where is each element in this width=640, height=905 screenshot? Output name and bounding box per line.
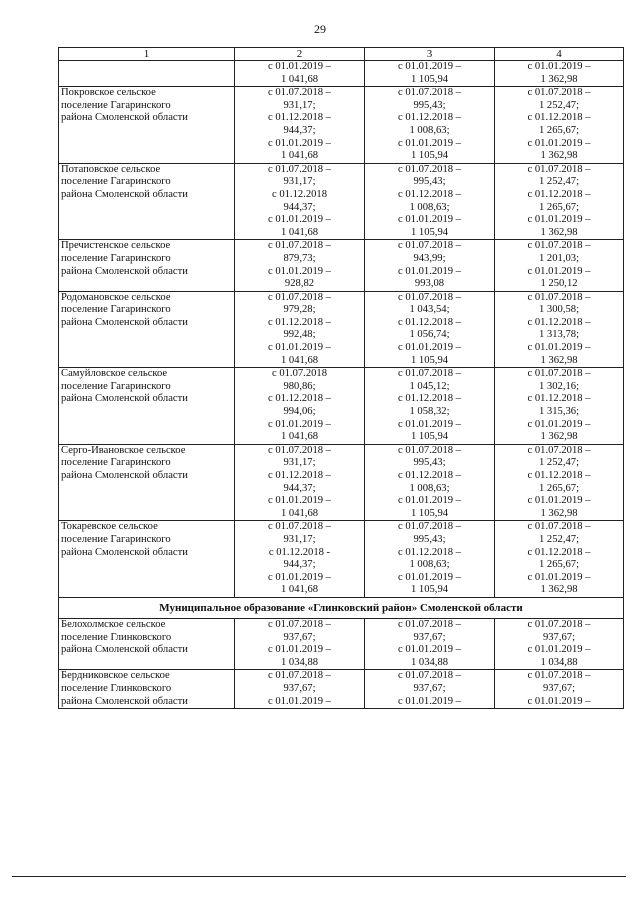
- table-row: [59, 670, 624, 709]
- settlement-name-line: поселение Гагаринского: [61, 457, 171, 469]
- rate-line: с 01.07.2018 –: [268, 240, 331, 252]
- rate-line: с 01.07.2018 –: [527, 87, 591, 99]
- rate-cell-col4: [495, 163, 624, 240]
- rate-line: с 01.01.2019 –: [268, 61, 331, 72]
- rate-line: с 01.07.2018 –: [527, 368, 591, 380]
- rate-line: с 01.07.2018 –: [268, 618, 331, 630]
- rate-line: 1 105,94: [410, 507, 449, 519]
- rate-cell-col3: [365, 618, 495, 669]
- rate-line: с 01.07.2018 –: [268, 163, 331, 175]
- rate-line: 931,17;: [283, 176, 316, 188]
- settlement-name-line: района Смоленской области: [61, 546, 188, 558]
- rate-line: с 01.01.2019 –: [268, 265, 331, 277]
- rate-line: 1 362,98: [540, 354, 578, 366]
- rate-line: 1 302,16;: [538, 380, 580, 392]
- rate-cell-col2: [235, 240, 365, 291]
- rate-cell-col2: [235, 291, 365, 368]
- rate-line: с 01.07.2018 –: [268, 291, 331, 303]
- rate-line: 1 252,47;: [538, 533, 580, 545]
- settlement-name-line: поселение Гагаринского: [61, 252, 171, 264]
- rate-line: с 01.01.2019 –: [398, 644, 461, 656]
- rate-line: 1 034,88: [410, 656, 449, 668]
- rate-line: с 01.07.2018 –: [527, 521, 591, 533]
- rate-line: с 01.01.2019 –: [268, 644, 331, 656]
- rate-line: с 01.01.2019 –: [527, 695, 591, 707]
- rate-line: с 01.01.2019 –: [268, 137, 331, 149]
- rate-line: 1 105,94: [410, 584, 449, 596]
- column-header-4: 4: [495, 48, 624, 61]
- settlement-name-line: поселение Гагаринского: [61, 380, 171, 392]
- rate-line: с 01.07.2018 –: [398, 163, 461, 175]
- settlement-name-line: Серго-Ивановское сельское: [61, 444, 186, 456]
- rate-line: 1 265,67;: [538, 201, 580, 213]
- rate-cell-col4: [495, 444, 624, 521]
- rate-line: с 01.12.2018 –: [268, 470, 331, 481]
- rate-line: 1 008,63;: [409, 559, 450, 571]
- rate-line: 1 252,47;: [538, 99, 580, 111]
- page-number: 29: [314, 22, 326, 36]
- rate-cell-col4: [495, 240, 624, 291]
- rate-line: с 01.07.2018 –: [268, 670, 331, 682]
- rate-line: с 01.01.2019 –: [527, 495, 591, 507]
- rate-line: с 01.07.2018 –: [527, 291, 591, 303]
- rate-line: 1 105,94: [410, 150, 449, 162]
- rate-line: с 01.01.2019 –: [527, 644, 591, 656]
- settlement-name-cell: [59, 291, 235, 368]
- settlement-name-line: поселение Глинковского: [61, 682, 172, 694]
- rate-line: с 01.12.2018 –: [527, 470, 591, 481]
- settlement-name-line: Пречистенское сельское: [61, 240, 171, 252]
- rate-line: 931,17;: [283, 457, 316, 469]
- rate-line: 1 362,98: [540, 507, 578, 519]
- settlement-name-line: Токаревское сельское: [61, 521, 158, 533]
- rate-line: с 01.07.2018 –: [527, 670, 591, 682]
- rate-line: с 01.01.2019 –: [398, 695, 461, 707]
- rate-line: с 01.01.2019 –: [527, 342, 591, 354]
- settlement-name-line: района Смоленской области: [61, 316, 188, 328]
- rate-line: 931,17;: [283, 99, 316, 111]
- settlement-name-line: Потаповское сельское: [61, 163, 161, 175]
- settlement-name-cell: [59, 444, 235, 521]
- rate-line: с 01.12.2018 –: [398, 316, 461, 328]
- rate-line: с 01.01.2019 –: [527, 571, 591, 583]
- rate-line: 1 315,36;: [538, 406, 580, 418]
- column-header-3: 3: [365, 48, 495, 61]
- rate-line: с 01.01.2019 –: [398, 418, 461, 430]
- rate-line: с 01.01.2019 –: [527, 265, 591, 277]
- rate-line: с 01.07.2018 –: [268, 444, 331, 456]
- settlement-name-line: района Смоленской области: [61, 695, 188, 707]
- rate-line: с 01.07.2018 –: [268, 521, 331, 533]
- rate-line: с 01.01.2019 –: [398, 214, 461, 226]
- table-row: [59, 368, 624, 445]
- rate-line: 944,37;: [283, 124, 316, 136]
- rate-line: 931,17;: [283, 533, 316, 545]
- rate-line: 937,67;: [283, 631, 316, 643]
- table-row: [59, 444, 624, 521]
- rate-cell-col2: [235, 87, 365, 164]
- settlement-name-line: района Смоленской области: [61, 644, 188, 656]
- rate-cell-col2: [235, 618, 365, 669]
- rate-line: 944,37;: [283, 482, 316, 494]
- rate-line: 943,99;: [413, 252, 446, 264]
- rate-cell-col2: [235, 670, 365, 709]
- rate-line: с 01.07.2018 –: [527, 240, 591, 252]
- rate-line: 1 008,63;: [409, 482, 450, 494]
- rate-line: 1 252,47;: [538, 457, 580, 469]
- rate-line: с 01.07.2018 –: [268, 87, 331, 99]
- rate-line: 937,67;: [283, 682, 316, 694]
- footer-divider: [12, 876, 626, 877]
- header-row: [59, 48, 624, 61]
- settlement-name-cell: [59, 521, 235, 598]
- rate-line: с 01.01.2019 –: [398, 495, 461, 507]
- settlement-name-cell: [59, 368, 235, 445]
- rate-line: 1 041,68: [280, 73, 319, 85]
- settlement-name-cell: [59, 618, 235, 669]
- rate-line: с 01.07.2018 –: [398, 444, 461, 456]
- rate-line: 1 058,32;: [409, 406, 450, 418]
- settlement-name-cell: [59, 670, 235, 709]
- rate-line: с 01.12.2018 –: [527, 393, 591, 405]
- rate-line: 994,06;: [283, 406, 316, 418]
- rate-line: 980,86;: [283, 380, 316, 392]
- column-header-2: 2: [235, 48, 365, 61]
- rate-line: 1 034,88: [280, 656, 319, 668]
- settlement-name-cell: [59, 61, 235, 87]
- rate-cell-col4: [495, 521, 624, 598]
- rate-line: с 01.12.2018 –: [268, 112, 331, 124]
- rate-line: с 01.12.2018 –: [268, 316, 331, 328]
- column-header-1: 1: [59, 48, 235, 61]
- rate-line: с 01.01.2019 –: [398, 61, 461, 72]
- rate-line: 928,82: [284, 278, 315, 290]
- rate-line: с 01.01.2019 –: [527, 214, 591, 226]
- rate-line: с 01.12.2018 -: [268, 546, 331, 558]
- rate-cell-col2: [235, 444, 365, 521]
- rate-line: 1 265,67;: [538, 559, 580, 571]
- rate-cell-col3: [365, 61, 495, 87]
- rate-line: 1 313,78;: [538, 329, 580, 341]
- rate-line: 1 041,68: [280, 584, 319, 596]
- table-row: [59, 521, 624, 598]
- settlement-name-line: района Смоленской области: [61, 265, 188, 277]
- rate-line: 1 362,98: [540, 150, 578, 162]
- rate-cell-col4: [495, 291, 624, 368]
- settlement-name-line: Бердниковское сельское: [61, 670, 170, 682]
- rate-line: 1 041,68: [280, 226, 319, 238]
- rate-line: с 01.07.2018 –: [398, 618, 461, 630]
- table-row: [59, 291, 624, 368]
- rate-line: с 01.12.2018 –: [527, 112, 591, 124]
- rate-line: с 01.07.2018 –: [527, 618, 591, 630]
- rate-line: 995,43;: [413, 176, 446, 188]
- rate-line: с 01.07.2018 –: [398, 368, 461, 380]
- rate-line: 937,67;: [413, 631, 446, 643]
- rate-line: 1 008,63;: [409, 201, 450, 213]
- tariff-table: [58, 47, 624, 709]
- settlement-name-line: поселение Глинковского: [61, 631, 172, 643]
- rate-line: с 01.07.2018 –: [527, 163, 591, 175]
- rate-line: 1 252,47;: [538, 176, 580, 188]
- settlement-name-line: района Смоленской области: [61, 112, 188, 124]
- rate-line: 1 034,88: [540, 656, 578, 668]
- rate-line: 995,43;: [413, 99, 446, 111]
- rate-line: 1 045,12;: [409, 380, 450, 392]
- rate-cell-col3: [365, 521, 495, 598]
- rate-line: с 01.01.2019 –: [268, 571, 331, 583]
- rate-cell-col4: [495, 670, 624, 709]
- rate-line: 1 265,67;: [538, 482, 580, 494]
- settlement-name-line: Самуйловское сельское: [61, 368, 168, 380]
- rate-cell-col2: [235, 163, 365, 240]
- rate-line: 1 265,67;: [538, 124, 580, 136]
- rate-line: 1 041,68: [280, 354, 319, 366]
- section-row: [59, 597, 624, 618]
- rate-cell-col3: [365, 444, 495, 521]
- rate-line: с 01.01.2019 –: [398, 137, 461, 149]
- rate-line: с 01.07.2018 –: [398, 670, 461, 682]
- rate-line: 944,37;: [283, 559, 316, 571]
- rate-line: с 01.12.2018: [271, 188, 328, 200]
- rate-line: с 01.12.2018 –: [527, 546, 591, 558]
- rate-line: с 01.07.2018 –: [398, 240, 461, 252]
- rate-cell-col4: [495, 368, 624, 445]
- rate-line: 1 362,98: [540, 431, 578, 443]
- rate-line: с 01.01.2019 –: [268, 495, 331, 507]
- rate-line: с 01.12.2018 –: [398, 188, 461, 200]
- rate-cell-col3: [365, 291, 495, 368]
- settlement-name-line: Белохолмское сельское: [61, 618, 166, 630]
- section-title: Муниципальное образование «Глинковский район» Смоленской области: [59, 597, 624, 618]
- rate-line: 992,48;: [283, 329, 316, 341]
- rate-cell-col2: [235, 521, 365, 598]
- rate-line: 1 056,74;: [409, 329, 450, 341]
- rate-line: с 01.12.2018 –: [398, 470, 461, 481]
- rate-line: 1 105,94: [410, 354, 449, 366]
- rate-line: с 01.01.2019 –: [268, 214, 331, 226]
- rate-line: с 01.12.2018 –: [398, 546, 461, 558]
- rate-line: 879,73;: [283, 252, 316, 264]
- rate-cell-col2: [235, 368, 365, 445]
- rate-cell-col3: [365, 163, 495, 240]
- rate-line: с 01.12.2018 –: [527, 188, 591, 200]
- rate-line: с 01.07.2018 –: [398, 87, 461, 99]
- rate-line: 1 362,98: [540, 73, 578, 85]
- rate-line: с 01.01.2019 –: [527, 418, 591, 430]
- rate-line: 979,28;: [283, 304, 316, 316]
- rate-line: с 01.07.2018 –: [527, 444, 591, 456]
- rate-line: 995,43;: [413, 457, 446, 469]
- settlement-name-line: Родомановское сельское: [61, 291, 171, 303]
- rate-cell-col4: [495, 87, 624, 164]
- settlement-name-cell: [59, 163, 235, 240]
- rate-line: с 01.01.2019 –: [527, 61, 591, 72]
- settlement-name-line: поселение Гагаринского: [61, 533, 171, 545]
- rate-line: 1 362,98: [540, 584, 578, 596]
- rate-line: с 01.01.2019 –: [398, 342, 461, 354]
- table-row: [59, 61, 624, 87]
- rate-line: с 01.12.2018 –: [398, 112, 461, 124]
- rate-line: 995,43;: [413, 533, 446, 545]
- rate-line: 1 362,98: [540, 226, 578, 238]
- settlement-name-line: поселение Гагаринского: [61, 176, 171, 188]
- rate-line: 937,67;: [542, 682, 576, 694]
- table-row: [59, 618, 624, 669]
- rate-line: 1 300,58;: [538, 304, 580, 316]
- rate-cell-col4: [495, 618, 624, 669]
- table-row: [59, 163, 624, 240]
- table-row: [59, 87, 624, 164]
- rate-cell-col3: [365, 87, 495, 164]
- rate-line: 993,08: [414, 278, 445, 290]
- rate-line: с 01.12.2018 –: [527, 316, 591, 328]
- settlement-name-line: поселение Гагаринского: [61, 304, 171, 316]
- rate-line: 937,67;: [413, 682, 446, 694]
- settlement-name-line: поселение Гагаринского: [61, 99, 171, 111]
- rate-line: с 01.12.2018 –: [268, 393, 331, 405]
- rate-line: с 01.01.2019 –: [268, 418, 331, 430]
- settlement-name-cell: [59, 240, 235, 291]
- rate-line: с 01.12.2018 –: [398, 393, 461, 405]
- rate-line: с 01.01.2019 –: [527, 137, 591, 149]
- settlement-name-line: Покровское сельское: [61, 87, 156, 99]
- rate-line: 1 008,63;: [409, 124, 450, 136]
- table-header: [59, 48, 624, 61]
- rate-line: с 01.01.2019 –: [268, 342, 331, 354]
- rate-line: 1 201,03;: [538, 252, 580, 264]
- table-row: [59, 240, 624, 291]
- rate-cell-col3: [365, 368, 495, 445]
- settlement-name-cell: [59, 87, 235, 164]
- settlement-name-line: района Смоленской области: [61, 470, 188, 481]
- rate-cell-col2: [235, 61, 365, 87]
- rate-line: 1 250,12: [540, 278, 578, 290]
- rate-line: 1 041,68: [280, 150, 319, 162]
- rate-cell-col3: [365, 240, 495, 291]
- rate-line: 944,37;: [283, 201, 316, 213]
- rate-line: 1 105,94: [410, 73, 449, 85]
- rate-line: с 01.07.2018 –: [398, 521, 461, 533]
- rate-cell-col3: [365, 670, 495, 709]
- rate-line: с 01.07.2018 –: [398, 291, 461, 303]
- rate-cell-col4: [495, 61, 624, 87]
- rate-line: с 01.01.2019 –: [268, 695, 331, 707]
- rate-line: 1 105,94: [410, 431, 449, 443]
- table-body: [59, 61, 624, 709]
- rate-line: 1 041,68: [280, 431, 319, 443]
- rate-line: 1 043,54;: [409, 304, 450, 316]
- rate-line: с 01.01.2019 –: [398, 265, 461, 277]
- rate-line: 937,67;: [542, 631, 576, 643]
- rate-line: 1 105,94: [410, 226, 449, 238]
- rate-line: 1 041,68: [280, 507, 319, 519]
- settlement-name-line: района Смоленской области: [61, 393, 188, 405]
- settlement-name-line: района Смоленской области: [61, 188, 188, 200]
- rate-line: с 01.01.2019 –: [398, 571, 461, 583]
- rate-line: с 01.07.2018: [271, 368, 328, 380]
